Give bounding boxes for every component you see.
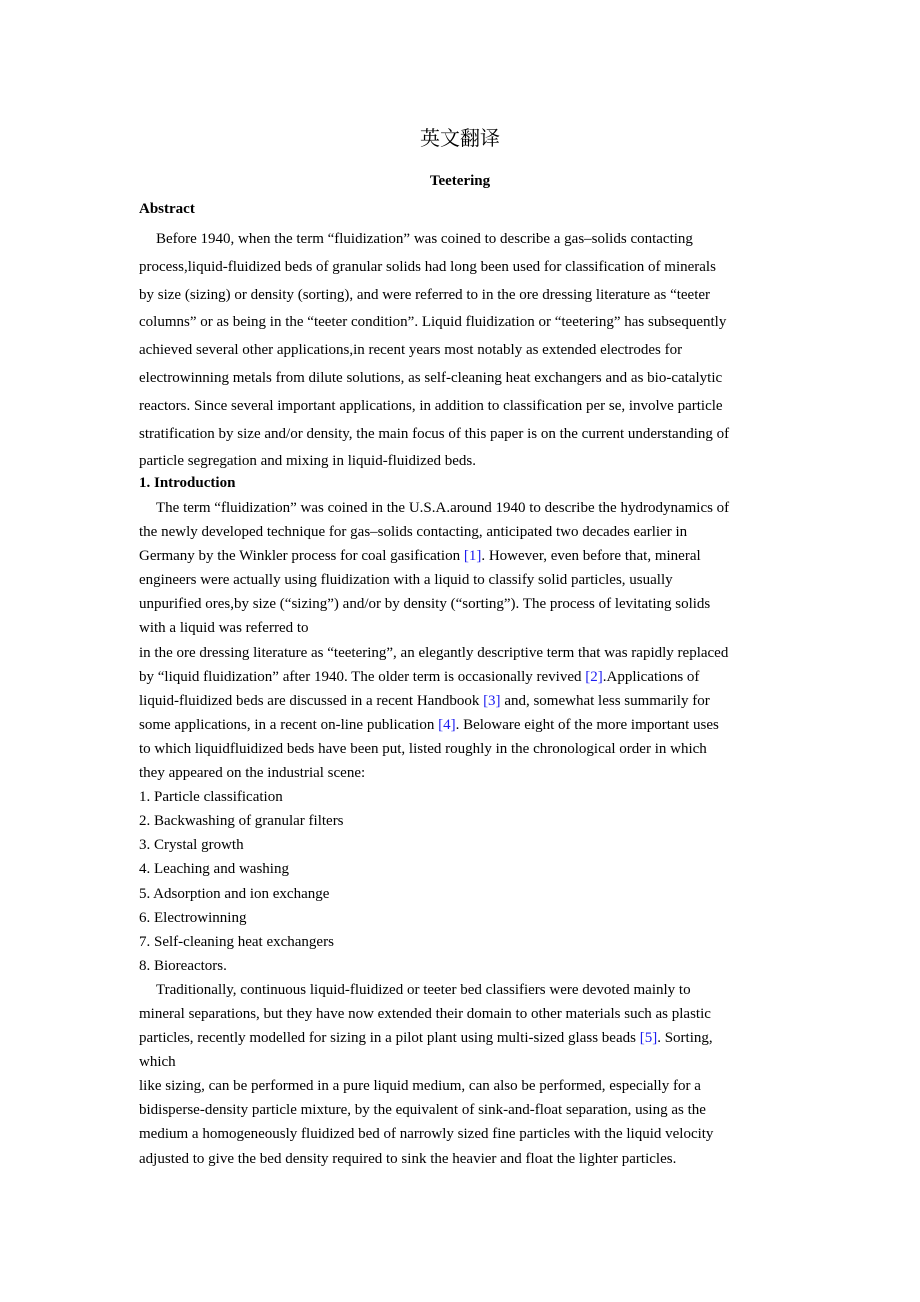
introduction-heading: 1. Introduction [139, 475, 236, 491]
abstract-line: by size (sizing) or density (sorting), and were referred to in the ore dressing literature as “teeter [139, 286, 711, 303]
text-run: . Beloware eight of the more important uses [455, 716, 719, 733]
text-run: .Applications of [602, 668, 700, 685]
introduction-body [139, 496, 784, 1171]
paragraph-line: like sizing, can be performed in a pure liquid medium, can also be performed, especially for a [139, 1078, 701, 1095]
abstract-line: stratification by size and/or density, the main focus of this paper is on the current understanding of [139, 425, 730, 442]
list-item: 1. Particle classification [139, 789, 283, 806]
paragraph-line [139, 713, 784, 737]
abstract-line: achieved several other applications,in recent years most notably as extended electrodes for [139, 342, 683, 359]
abstract-heading: Abstract [139, 201, 195, 217]
abstract-line: process,liquid-fluidized beds of granular solids had long been used for classification of minerals [139, 258, 716, 275]
paragraph-line: adjusted to give the bed density required to sink the heavier and float the lighter particles. [139, 1150, 677, 1167]
text-run: some applications, in a recent on-line publication [139, 716, 439, 733]
abstract-line: Before 1940, when the term “fluidization” was coined to describe a gas–solids contacting [156, 231, 693, 247]
abstract-line: particle segregation and mixing in liquid-fluidized beds. [139, 453, 476, 470]
paragraph-line: engineers were actually using fluidization with a liquid to classify solid particles, usually [139, 572, 673, 589]
paragraph-line: mineral separations, but they have now extended their domain to other materials such as plastic [139, 1005, 711, 1022]
citation-link-5[interactable]: [5] [639, 1030, 658, 1047]
abstract-line: columns” or as being in the “teeter condition”. Liquid fluidization or “teetering” has subsequently [139, 314, 727, 331]
text-run: Germany by the Winkler process for coal gasification [139, 548, 464, 565]
list-item: 8. Bioreactors. [139, 957, 227, 974]
paragraph-line [139, 689, 784, 713]
paragraph-line: the newly developed technique for gas–solids contacting, anticipated two decades earlier in [139, 524, 688, 541]
paragraph-line: bidisperse-density particle mixture, by the equivalent of sink-and-float separation, using as the [139, 1102, 706, 1119]
text-run: . However, even before that, mineral [481, 548, 701, 565]
citation-link-3[interactable]: [3] [483, 692, 501, 709]
paragraph-line: with a liquid was referred to [139, 620, 309, 637]
paper-title: Teetering [429, 173, 491, 189]
paragraph-line [139, 665, 784, 689]
list-item: 6. Electrowinning [139, 909, 247, 926]
paragraph-line: to which liquidfluidized beds have been put, listed roughly in the chronological order in which [139, 740, 707, 757]
abstract-line: reactors. Since several important applications, in addition to classification per se, involve particle [139, 397, 723, 414]
text-run: and, somewhat less summarily for [500, 692, 710, 709]
paragraph-line: which [139, 1054, 176, 1071]
text-run: particles, recently modelled for sizing in a pilot plant using multi-sized glass beads [139, 1030, 640, 1047]
text-run: by “liquid fluidization” after 1940. The older term is occasionally revived [139, 668, 586, 685]
list-item: 4. Leaching and washing [139, 861, 289, 878]
abstract-body [139, 226, 784, 476]
paragraph-line [139, 1026, 784, 1050]
paragraph-line: The term “fluidization” was coined in the U.S.A.around 1940 to describe the hydrodynamics of [156, 500, 730, 516]
text-run: liquid-fluidized beds are discussed in a recent Handbook [139, 692, 484, 709]
citation-link-4[interactable]: [4] [438, 716, 456, 733]
paragraph-line [139, 544, 784, 568]
citation-link-1[interactable]: [1] [463, 548, 482, 565]
list-item: 5. Adsorption and ion exchange [139, 885, 330, 902]
paragraph-line: unpurified ores,by size (“sizing”) and/or by density (“sorting”). The process of levitating solids [139, 596, 711, 613]
paragraph-line: medium a homogeneously fluidized bed of narrowly sized fine particles with the liquid velocity [139, 1126, 714, 1143]
paragraph-line: Traditionally, continuous liquid-fluidized or teeter bed classifiers were devoted mainly to [156, 981, 691, 998]
citation-link-2[interactable]: [2] [585, 668, 603, 685]
abstract-line: electrowinning metals from dilute solutions, as self-cleaning heat exchangers and as bio-catalytic [139, 369, 723, 386]
paragraph-line: in the ore dressing literature as “teetering”, an elegantly descriptive term that was rapidly replaced [139, 644, 729, 661]
paragraph-line: they appeared on the industrial scene: [139, 765, 366, 782]
list-item: 3. Crystal growth [139, 837, 244, 854]
document-title: 英文翻译 [420, 126, 500, 150]
text-run: . Sorting, [657, 1030, 713, 1047]
list-item: 2. Backwashing of granular filters [139, 813, 344, 830]
list-item: 7. Self-cleaning heat exchangers [139, 933, 334, 950]
